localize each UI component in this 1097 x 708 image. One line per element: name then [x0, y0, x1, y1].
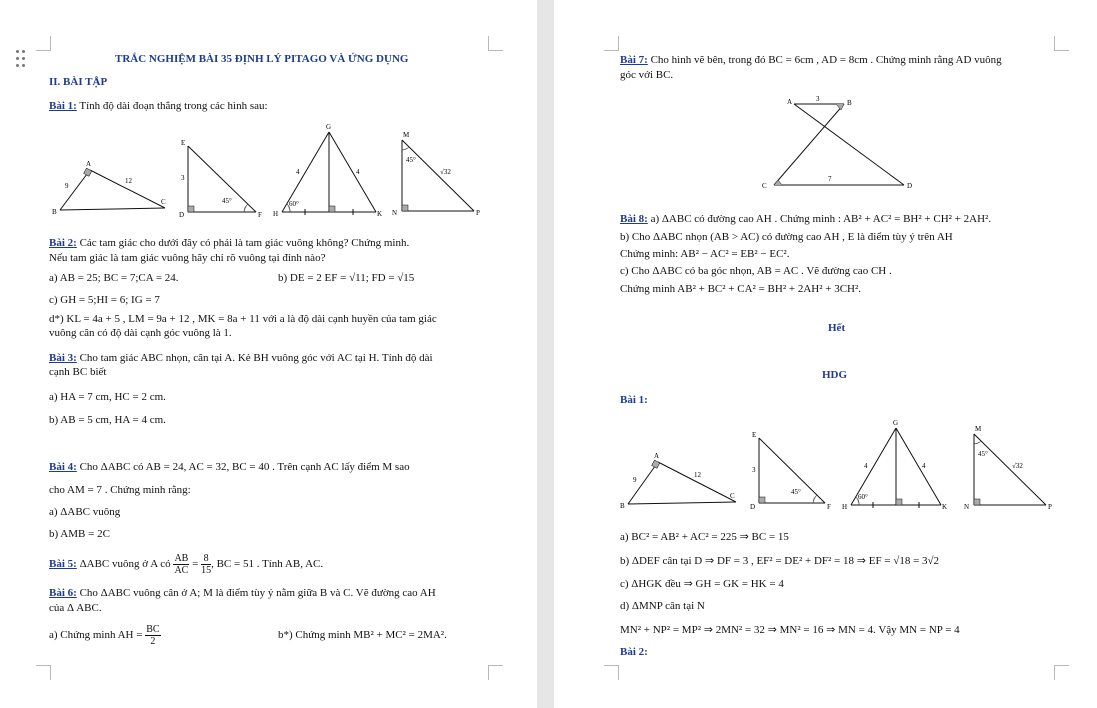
vertex-h-label: H: [273, 210, 279, 218]
vertex-p-label: P: [1048, 503, 1052, 511]
exercise-3: Bài 3: Cho tam giác ABC nhọn, cân tại A. Kẻ BH vuông góc với AC tại H. Tính độ dài: [49, 352, 433, 364]
vertex-n-label: N: [392, 209, 398, 217]
vertex-n-label: N: [964, 503, 970, 511]
side-length-label: 9: [65, 182, 69, 190]
side-length-label: 3: [752, 466, 756, 474]
figure-triangle-ghk: [272, 122, 387, 220]
figure-triangle-mnp: [390, 130, 485, 220]
figure-triangle-abc: [50, 158, 170, 218]
solution-1-label: Bài 1:: [620, 394, 648, 406]
left-page: [0, 0, 537, 708]
exercise-4-a: a) ΔABC vuông: [49, 506, 121, 518]
solution-1-b: b) ΔDEF cân tại D ⇒ DF = 3 , EF² = DE² + DF² = 18 ⇒ EF = √18 = 3√2: [620, 555, 940, 567]
crop-mark: [1054, 665, 1069, 680]
vertex-c-label: C: [161, 198, 166, 206]
vertex-g-label: G: [326, 123, 332, 131]
figure-triangle-mnp: [962, 424, 1057, 512]
vertex-d-label: D: [179, 211, 185, 219]
section-heading: II. BÀI TẬP: [49, 76, 108, 88]
side-length-label: 7: [828, 175, 832, 183]
crop-mark: [604, 665, 619, 680]
crop-mark: [604, 36, 619, 51]
exercise-2-d-line2: vuông cân có độ dài cạnh góc vuông là 1.: [49, 327, 232, 339]
exercise-7: Bài 7: Cho hình vẽ bên, trong đó BC = 6cm , AD = 8cm . Chứng minh rằng AD vuông: [620, 54, 1002, 66]
vertex-b-label: B: [847, 99, 852, 107]
angle-label: 45°: [978, 450, 988, 458]
crop-mark: [488, 665, 503, 680]
exercise-2-line2: Nếu tam giác là tam giác vuông hãy chỉ rõ vuông tại đỉnh nào?: [49, 252, 326, 264]
solution-1-d: d) ΔMNP cân tại N: [620, 600, 705, 612]
exercise-8-c: c) Cho ΔABC có ba góc nhọn, AB = AC . Vẽ đường cao CH .: [620, 265, 892, 277]
ratio-fraction: $\frac{8}{15}$: [201, 552, 212, 576]
vertex-d-label: D: [750, 503, 756, 511]
exercise-3-b: b) AB = 5 cm, HA = 4 cm.: [49, 414, 166, 426]
angle-label: 45°: [222, 197, 232, 205]
vertex-m-label: M: [403, 131, 410, 139]
side-length-label: √32: [1012, 462, 1023, 470]
vertex-f-label: F: [258, 211, 262, 219]
exercise-8-b-line2: Chứng minh: AB² − AC² = EB² − EC².: [620, 248, 790, 260]
vertex-h-label: H: [842, 503, 848, 511]
vertex-b-label: B: [620, 502, 625, 510]
figure-triangle-ghk: [841, 418, 953, 512]
side-length-label: 4: [922, 462, 926, 470]
exercise-2-d: d*) KL = 4a + 5 , LM = 9a + 12 , MK = 8a + 11 với a là độ dài cạnh huyền của tam giác: [49, 313, 437, 325]
vertex-k-label: K: [942, 503, 948, 511]
vertex-a-label: A: [787, 98, 793, 106]
exercise-2-b: b) DE = 2 EF = √11; FD = √15: [278, 272, 415, 284]
vertex-k-label: K: [377, 210, 383, 218]
figure-crossed-segments: [754, 94, 919, 194]
exercise-8-b: b) Cho ΔABC nhọn (AB > AC) có đường cao AH , E là điểm tùy ý trên AH: [620, 231, 953, 243]
angle-label: 60°: [858, 493, 868, 501]
solution-1-d-line2: MN² + NP² = MP² ⇒ 2MN² = 32 ⇒ MN² = 16 ⇒ MN = 4. Vậy MN = NP = 4: [620, 624, 960, 636]
vertex-g-label: G: [893, 419, 899, 427]
height-fraction: $\frac{BC}{2}$: [146, 623, 160, 647]
solution-1-c: c) ΔHGK đều ⇒ GH = GK = HK = 4: [620, 578, 784, 590]
ratio-fraction: $\frac{AB}{AC}$: [174, 552, 189, 576]
angle-label: 60°: [289, 200, 299, 208]
exercise-1: Bài 1: Tính độ dài đoạn thẳng trong các hình sau:: [49, 100, 268, 112]
document-title: TRẮC NGHIỆM BÀI 35 ĐỊNH LÝ PITAGO VÀ ỨNG DỤNG: [115, 53, 409, 65]
side-length-label: 3: [181, 174, 185, 182]
vertex-e-label: E: [752, 431, 757, 439]
side-length-label: 12: [694, 471, 701, 479]
exercise-6-line2: của Δ ABC.: [49, 602, 102, 614]
exercise-3-line2: cạnh BC biết: [49, 366, 107, 378]
exercise-6-b: b*) Chứng minh MB² + MC² = 2MA².: [278, 629, 447, 641]
vertex-p-label: P: [476, 209, 480, 217]
angle-label: 45°: [791, 488, 801, 496]
exercise-6-a: a) Chứng minh AH = $\frac{BC}{2}$: [49, 623, 160, 647]
crop-mark: [36, 36, 51, 51]
side-length-label: 3: [816, 95, 820, 103]
exercise-4-line2: cho AM = 7 . Chứng minh rằng:: [49, 484, 191, 496]
end-marker: Hết: [828, 322, 846, 334]
vertex-a-label: A: [654, 452, 660, 460]
crop-mark: [36, 665, 51, 680]
exercise-2: Bài 2: Các tam giác cho dưới đây có phải là tam giác vuông không? Chứng minh.: [49, 237, 410, 249]
crop-mark: [1054, 36, 1069, 51]
solution-heading: HDG: [822, 369, 848, 381]
figure-triangle-def: [749, 430, 839, 512]
side-length-label: 12: [125, 177, 132, 185]
right-page: [554, 0, 1097, 708]
vertex-c-label: C: [762, 182, 767, 190]
figure-triangle-def: [178, 140, 268, 220]
exercise-7-line2: góc với BC.: [620, 69, 674, 81]
drag-handle-icon[interactable]: [16, 50, 26, 68]
vertex-e-label: E: [181, 139, 186, 147]
side-length-label: 9: [633, 476, 637, 484]
exercise-2-c: c) GH = 5;HI = 6; IG = 7: [49, 294, 160, 306]
side-length-label: 4: [296, 168, 300, 176]
side-length-label: 4: [864, 462, 868, 470]
exercise-6: Bài 6: Cho ΔABC vuông cân ở A; M là điểm tùy ý nằm giữa B và C. Vẽ đường cao AH: [49, 587, 436, 599]
vertex-a-label: A: [86, 160, 92, 168]
solution-2-label: Bài 2:: [620, 646, 648, 658]
exercise-4-b: b) AMB = 2C: [49, 528, 110, 540]
crop-mark: [488, 36, 503, 51]
vertex-c-label: C: [730, 492, 735, 500]
figure-triangle-abc: [618, 450, 743, 512]
exercise-2-a: a) AB = 25; BC = 7;CA = 24.: [49, 272, 179, 284]
side-length-label: 4: [356, 168, 360, 176]
side-length-label: √32: [440, 168, 451, 176]
angle-label: 45°: [406, 156, 416, 164]
exercise-8-c-line2: Chứng minh AB² + BC² + CA² = BH² + 2AH² + 3CH².: [620, 283, 862, 295]
solution-1-a: a) BC² = AB² + AC² = 225 ⇒ BC = 15: [620, 531, 789, 543]
vertex-d-label: D: [907, 182, 913, 190]
exercise-4: Bài 4: Cho ΔABC có AB = 24, AC = 32, BC = 40 . Trên cạnh AC lấy điểm M sao: [49, 461, 410, 473]
vertex-b-label: B: [52, 208, 57, 216]
exercise-3-a: a) HA = 7 cm, HC = 2 cm.: [49, 391, 166, 403]
vertex-f-label: F: [827, 503, 831, 511]
exercise-5: Bài 5: ΔABC vuông ở A có $\frac{AB}{AC}$ = $\frac{8}{15}$ , BC = 51 . Tính AB, AC.: [49, 552, 324, 576]
vertex-m-label: M: [975, 425, 982, 433]
exercise-8: Bài 8: a) ΔABC có đường cao AH . Chứng minh : AB² + AC² = BH² + CH² + 2AH².: [620, 213, 992, 225]
